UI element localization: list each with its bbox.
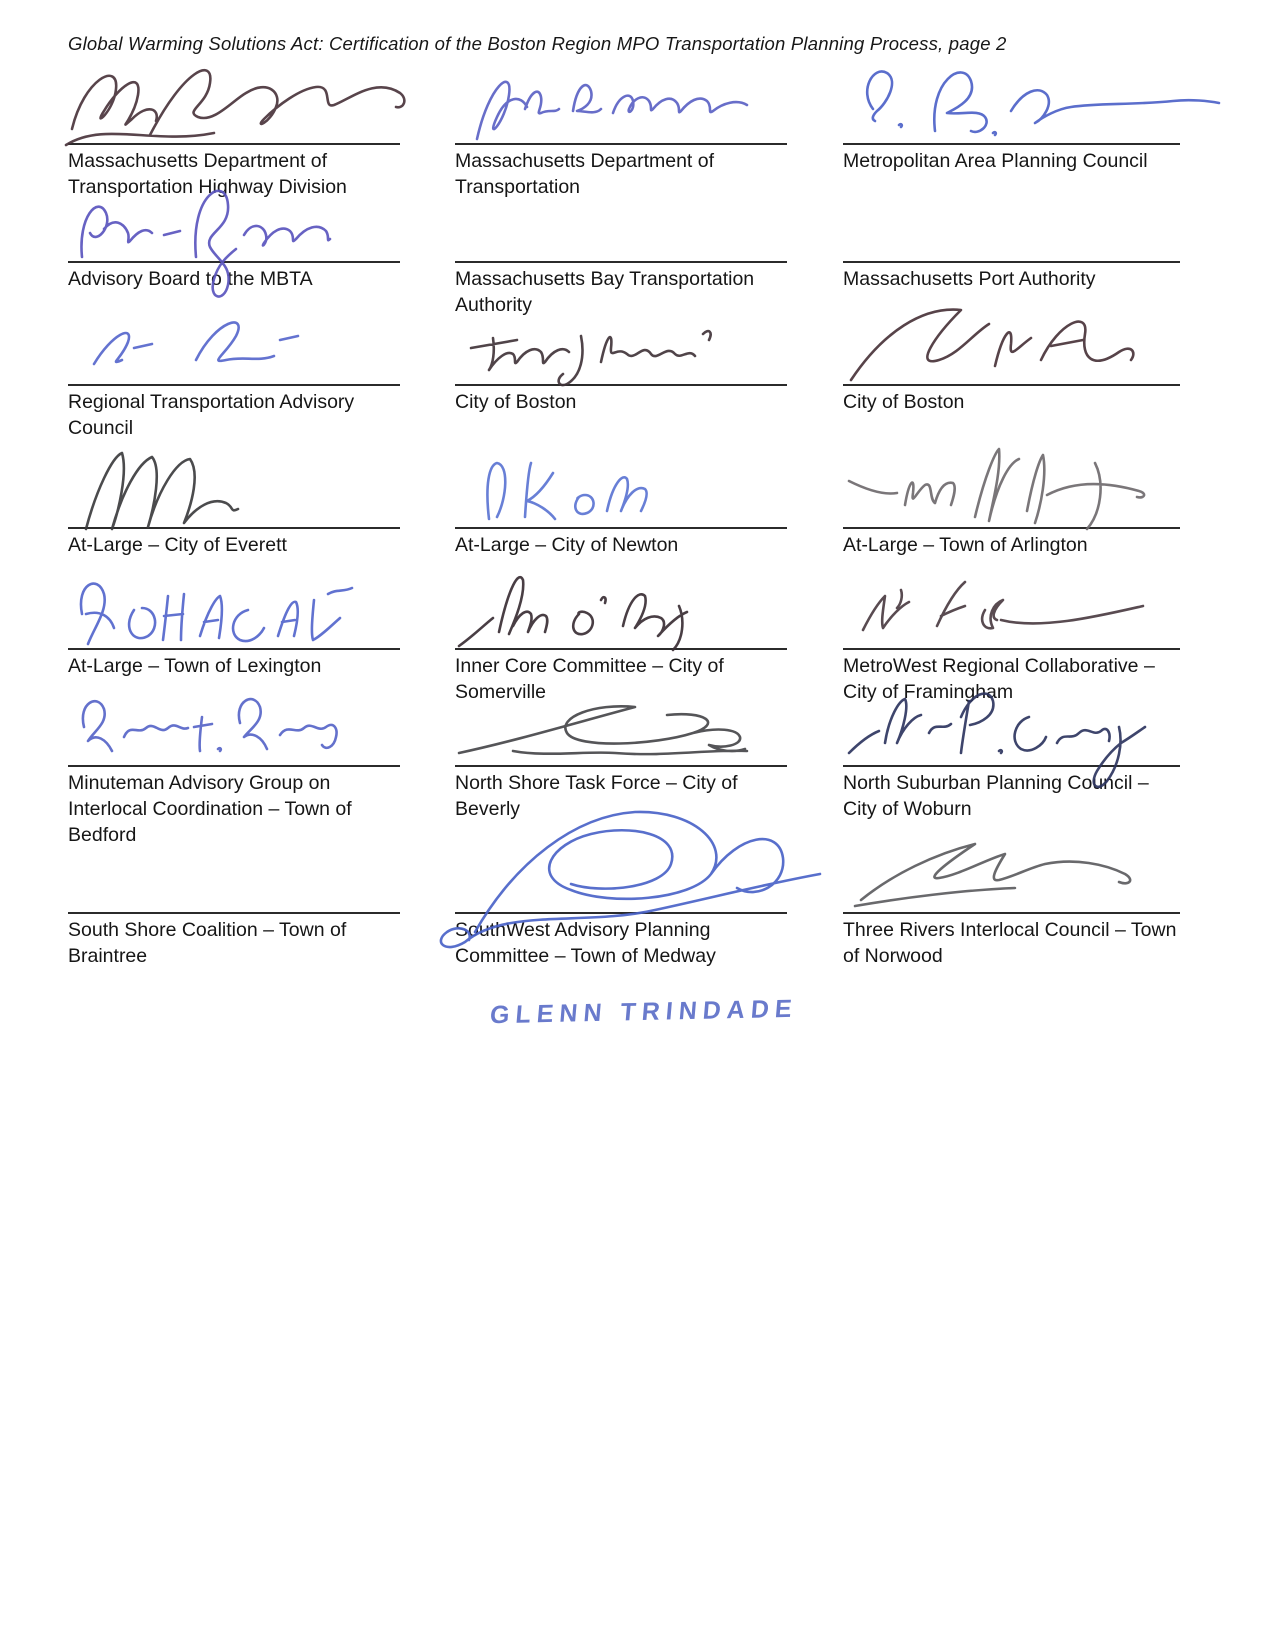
signature-label: At-Large – City of Newton bbox=[455, 534, 679, 556]
signature-label: Inner Core Committee – City of Somerville bbox=[455, 655, 724, 703]
signature-label: At-Large – City of Everett bbox=[68, 534, 287, 556]
signature-block bbox=[455, 299, 787, 415]
signature-block bbox=[68, 680, 400, 848]
signature-block bbox=[455, 442, 787, 558]
signature-handwriting bbox=[455, 176, 787, 261]
signature-block bbox=[843, 176, 1180, 292]
signature-ink bbox=[64, 49, 424, 159]
signature-label: Massachusetts Bay Transportation Authority bbox=[455, 268, 755, 316]
signature-handwriting bbox=[455, 827, 787, 912]
signature-ink bbox=[843, 820, 1163, 920]
signature-handwriting bbox=[455, 58, 787, 143]
signature-ink bbox=[68, 292, 388, 392]
signature-block bbox=[68, 563, 400, 679]
signature-ink bbox=[455, 556, 775, 656]
signature-label: Advisory Board to the MBTA bbox=[68, 268, 313, 290]
signature-handwriting bbox=[68, 176, 400, 261]
signature-label: Minuteman Advisory Group on Interlocal Coordination – Town of Bedford bbox=[68, 772, 352, 846]
signature-label: City of Boston bbox=[455, 391, 577, 413]
signature-handwriting bbox=[843, 58, 1180, 143]
signature-block bbox=[68, 827, 400, 969]
signature-block bbox=[843, 58, 1180, 174]
document-title: Global Warming Solutions Act: Certification of the Boston Region MPO Transportation Planning Process, page 2 bbox=[68, 33, 1007, 54]
signature-ink bbox=[68, 435, 388, 535]
handwritten-printed-name: GLENN TRINDADE bbox=[488, 994, 799, 1030]
signature-handwriting bbox=[68, 58, 400, 143]
signature-ink bbox=[843, 673, 1163, 823]
signature-ink bbox=[68, 673, 388, 773]
signature-label: North Suburban Planning Council – City of Woburn bbox=[843, 772, 1149, 820]
signature-handwriting bbox=[68, 563, 400, 648]
signature-block bbox=[843, 680, 1180, 822]
signature-handwriting bbox=[843, 299, 1180, 384]
signature-label: Massachusetts Port Authority bbox=[843, 268, 1096, 290]
signature-ink bbox=[455, 51, 775, 151]
signature-label: Three Rivers Interlocal Council – Town of Norwood bbox=[843, 919, 1177, 967]
signature-ink bbox=[455, 435, 775, 535]
signature-handwriting bbox=[455, 680, 787, 765]
signature-label: Massachusetts Department of Transportation bbox=[455, 150, 715, 198]
signature-label: At-Large – Town of Arlington bbox=[843, 534, 1088, 556]
signature-label: Metropolitan Area Planning Council bbox=[843, 150, 1148, 172]
signature-handwriting bbox=[455, 442, 787, 527]
signature-handwriting bbox=[843, 442, 1180, 527]
signature-block bbox=[843, 442, 1180, 558]
signature-block bbox=[843, 299, 1180, 415]
signature-ink bbox=[455, 673, 775, 773]
signature-label: Regional Transportation Advisory Council bbox=[68, 391, 355, 439]
signature-block bbox=[843, 827, 1180, 969]
signature-label: City of Boston bbox=[843, 391, 965, 413]
signature-block bbox=[68, 299, 400, 441]
signature-handwriting bbox=[843, 680, 1180, 765]
signature-block bbox=[68, 176, 400, 292]
signature-label: Massachusetts Department of Transportation Highway Division bbox=[68, 150, 347, 198]
signature-label: SouthWest Advisory Planning Committee – Town of Medway bbox=[455, 919, 716, 967]
signature-label: At-Large – Town of Lexington bbox=[68, 655, 322, 677]
signature-label: South Shore Coalition – Town of Braintree bbox=[68, 919, 347, 967]
signature-label: MetroWest Regional Collaborative – City of Framingham bbox=[843, 655, 1155, 703]
signature-handwriting bbox=[843, 827, 1180, 912]
signature-handwriting bbox=[843, 563, 1180, 648]
signature-ink bbox=[425, 802, 845, 972]
signature-ink bbox=[843, 435, 1163, 535]
signature-block bbox=[455, 827, 787, 969]
signature-ink bbox=[68, 556, 388, 656]
signature-ink bbox=[843, 51, 1223, 151]
signature-ink bbox=[455, 292, 775, 392]
signature-handwriting bbox=[843, 176, 1180, 261]
signature-handwriting bbox=[68, 299, 400, 384]
signature-ink bbox=[843, 292, 1163, 392]
signature-label: North Shore Task Force – City of Beverly bbox=[455, 772, 738, 820]
signature-handwriting bbox=[68, 442, 400, 527]
signature-handwriting bbox=[68, 827, 400, 912]
signature-block bbox=[455, 680, 787, 822]
signature-ink bbox=[843, 556, 1163, 656]
signature-block bbox=[68, 442, 400, 558]
signature-handwriting bbox=[455, 299, 787, 384]
signature-handwriting bbox=[68, 680, 400, 765]
signature-handwriting bbox=[455, 563, 787, 648]
